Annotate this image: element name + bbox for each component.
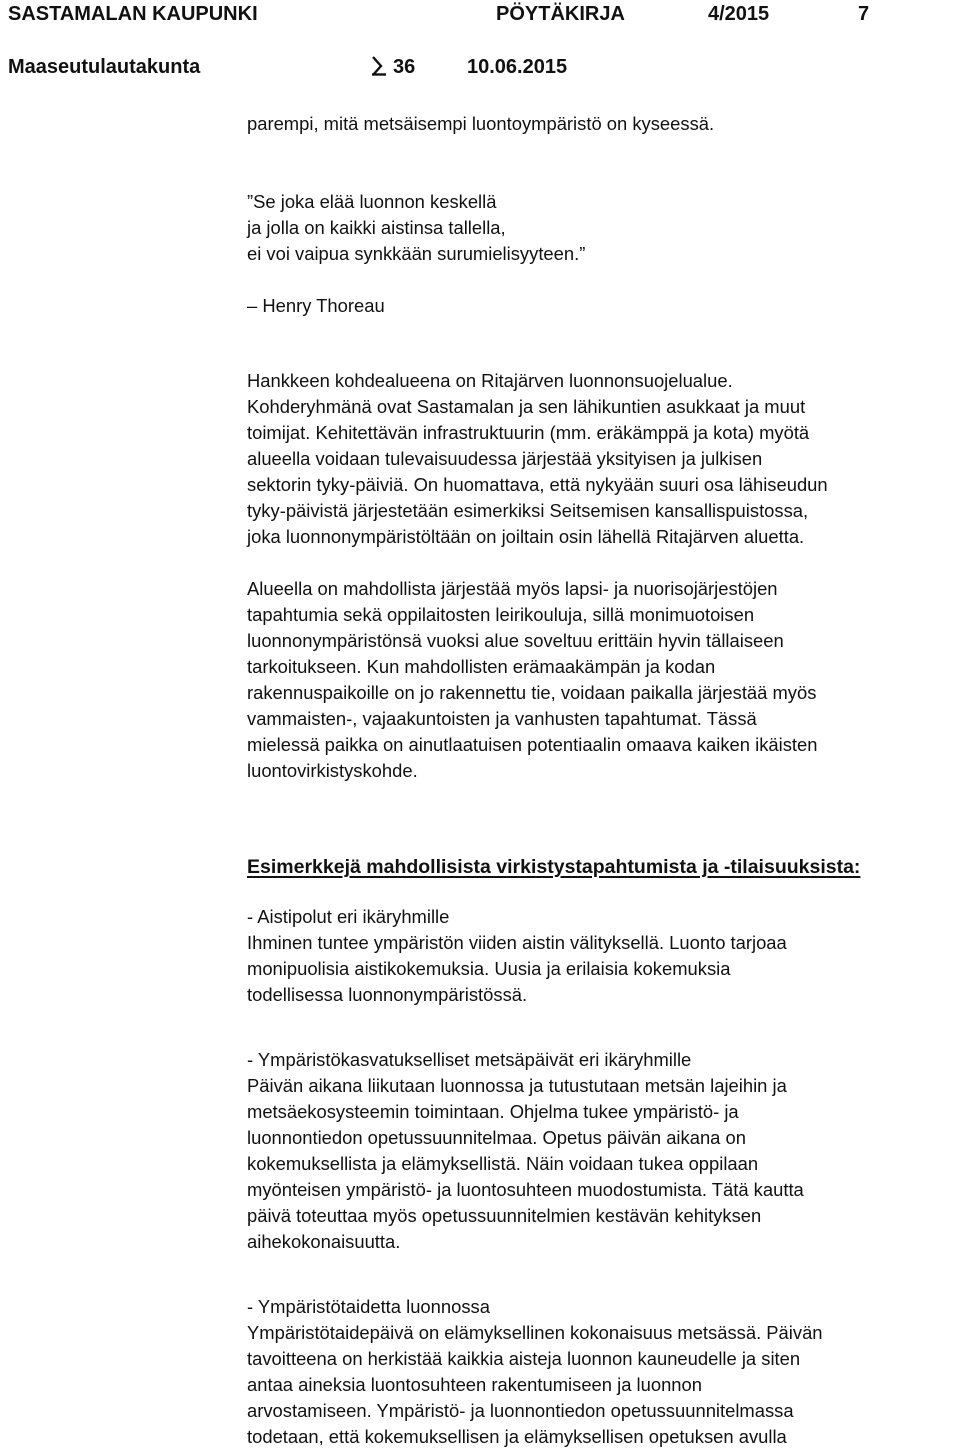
quote: ”Se joka elää luonnon keskellä ja jolla on kaikki aistinsa tallella, ei voi vaipua synkkään surumielisyyteen.” [247,191,586,264]
quote-attribution: – Henry Thoreau [247,295,385,316]
page-number: 7 [858,3,870,25]
example-text: Päivän aikana liikutaan luonnossa ja tutustutaan metsän lajeihin ja metsäekosysteemin toimintaan. Ohjelma tukee ympäristö- ja luonnontiedon opetussuunnitelmaa. Opetus päivän aikana on kokemuksellista ja elämyksellistä. Näin voidaan tukea oppilaan myönteisen ympäristö- ja luontosuhteen muodostumista. Tätä kautta päivä toteuttaa myös opetussuunnitelmien kestävän kehityksen aihekokonaisuutta. [247,1075,804,1252]
examples-heading: Esimerkkejä mahdollisista virkistystapahtumista ja -tilaisuuksista: [247,856,861,878]
example-text: Ihminen tuntee ympäristön viiden aistin välityksellä. Luonto tarjoaa monipuolisia aistikokemuksia. Uusia ja erilaisia kokemuksia todellisessa luonnonympäristössä. [247,932,787,1005]
document-type: PÖYTÄKIRJA [496,3,625,25]
example-text: Ympäristötaidepäivä on elämyksellinen kokonaisuus metsässä. Päivän tavoitteena on herkistää kaikkia aisteja luonnon kauneudelle ja siten antaa aineksia luontosuhteen rakentumiseen ja luonnon arvostamiseen. Ympäristö- ja luonnontiedon opetussuunnitelmassa todetaan, että kokemuksellisen ja elämyksellisen opetuksen avulla [247,1322,823,1447]
example-item [247,904,959,1008]
document-body [247,111,959,1450]
example-item [247,1047,959,1255]
example-title: - Ympäristötaidetta luonnossa [247,1296,490,1317]
paragraph-target-groups: Alueella on mahdollista järjestää myös lapsi- ja nuorisojärjestöjen tapahtumia sekä oppilaitosten leirikouluja, sillä monimuotoisen luonnonympäristönsä vuoksi alue soveltuu erittäin hyvin tällaiseen tarkoitukseen. Kun mahdollisten erämaakämpän ja kodan rakennuspaikoille on jo rakennettu tie, voidaan paikalla järjestää myös vammaisten-, vajaakuntoisten ja vanhusten tapahtumat. Tässä mielessä paikka on ainutlaatuisen potentiaalin omaava kaiken ikäisten luontovirkistyskohde. [247,578,818,781]
example-item [247,1294,959,1450]
intro-line: parempi, mitä metsäisempi luontoympäristö on kyseessä. [247,113,715,134]
example-title: - Ympäristökasvatukselliset metsäpäivät eri ikäryhmille [247,1049,692,1070]
section-number: 36 [393,56,416,78]
board-name: Maaseutulautakunta [8,56,201,78]
example-title: - Aistipolut eri ikäryhmille [247,906,450,927]
document-number: 4/2015 [708,3,770,25]
paragraph-project-area: Hankkeen kohdealueena on Ritajärven luonnonsuojelualue. Kohderyhmänä ovat Sastamalan ja sen lähikuntien asukkaat ja muut toimijat. Kehitettävän infrastruktuurin (mm. eräkämppä ja kota) myötä alueella voidaan tulevaisuudessa järjestää yksityisen ja julkisen sektorin tyky-päiviä. On huomattava, että nykyään suuri osa lähiseudun tyky-päivistä järjestetään esimerkiksi Seitsemisen kansallispuistossa, joka luonnonympäristöltään on joiltain osin lähellä Ritajärven aluetta. [247,370,828,547]
meeting-date: 10.06.2015 [467,56,568,78]
section-sign-icon [370,56,388,76]
organization-name: SASTAMALAN KAUPUNKI [8,3,258,25]
